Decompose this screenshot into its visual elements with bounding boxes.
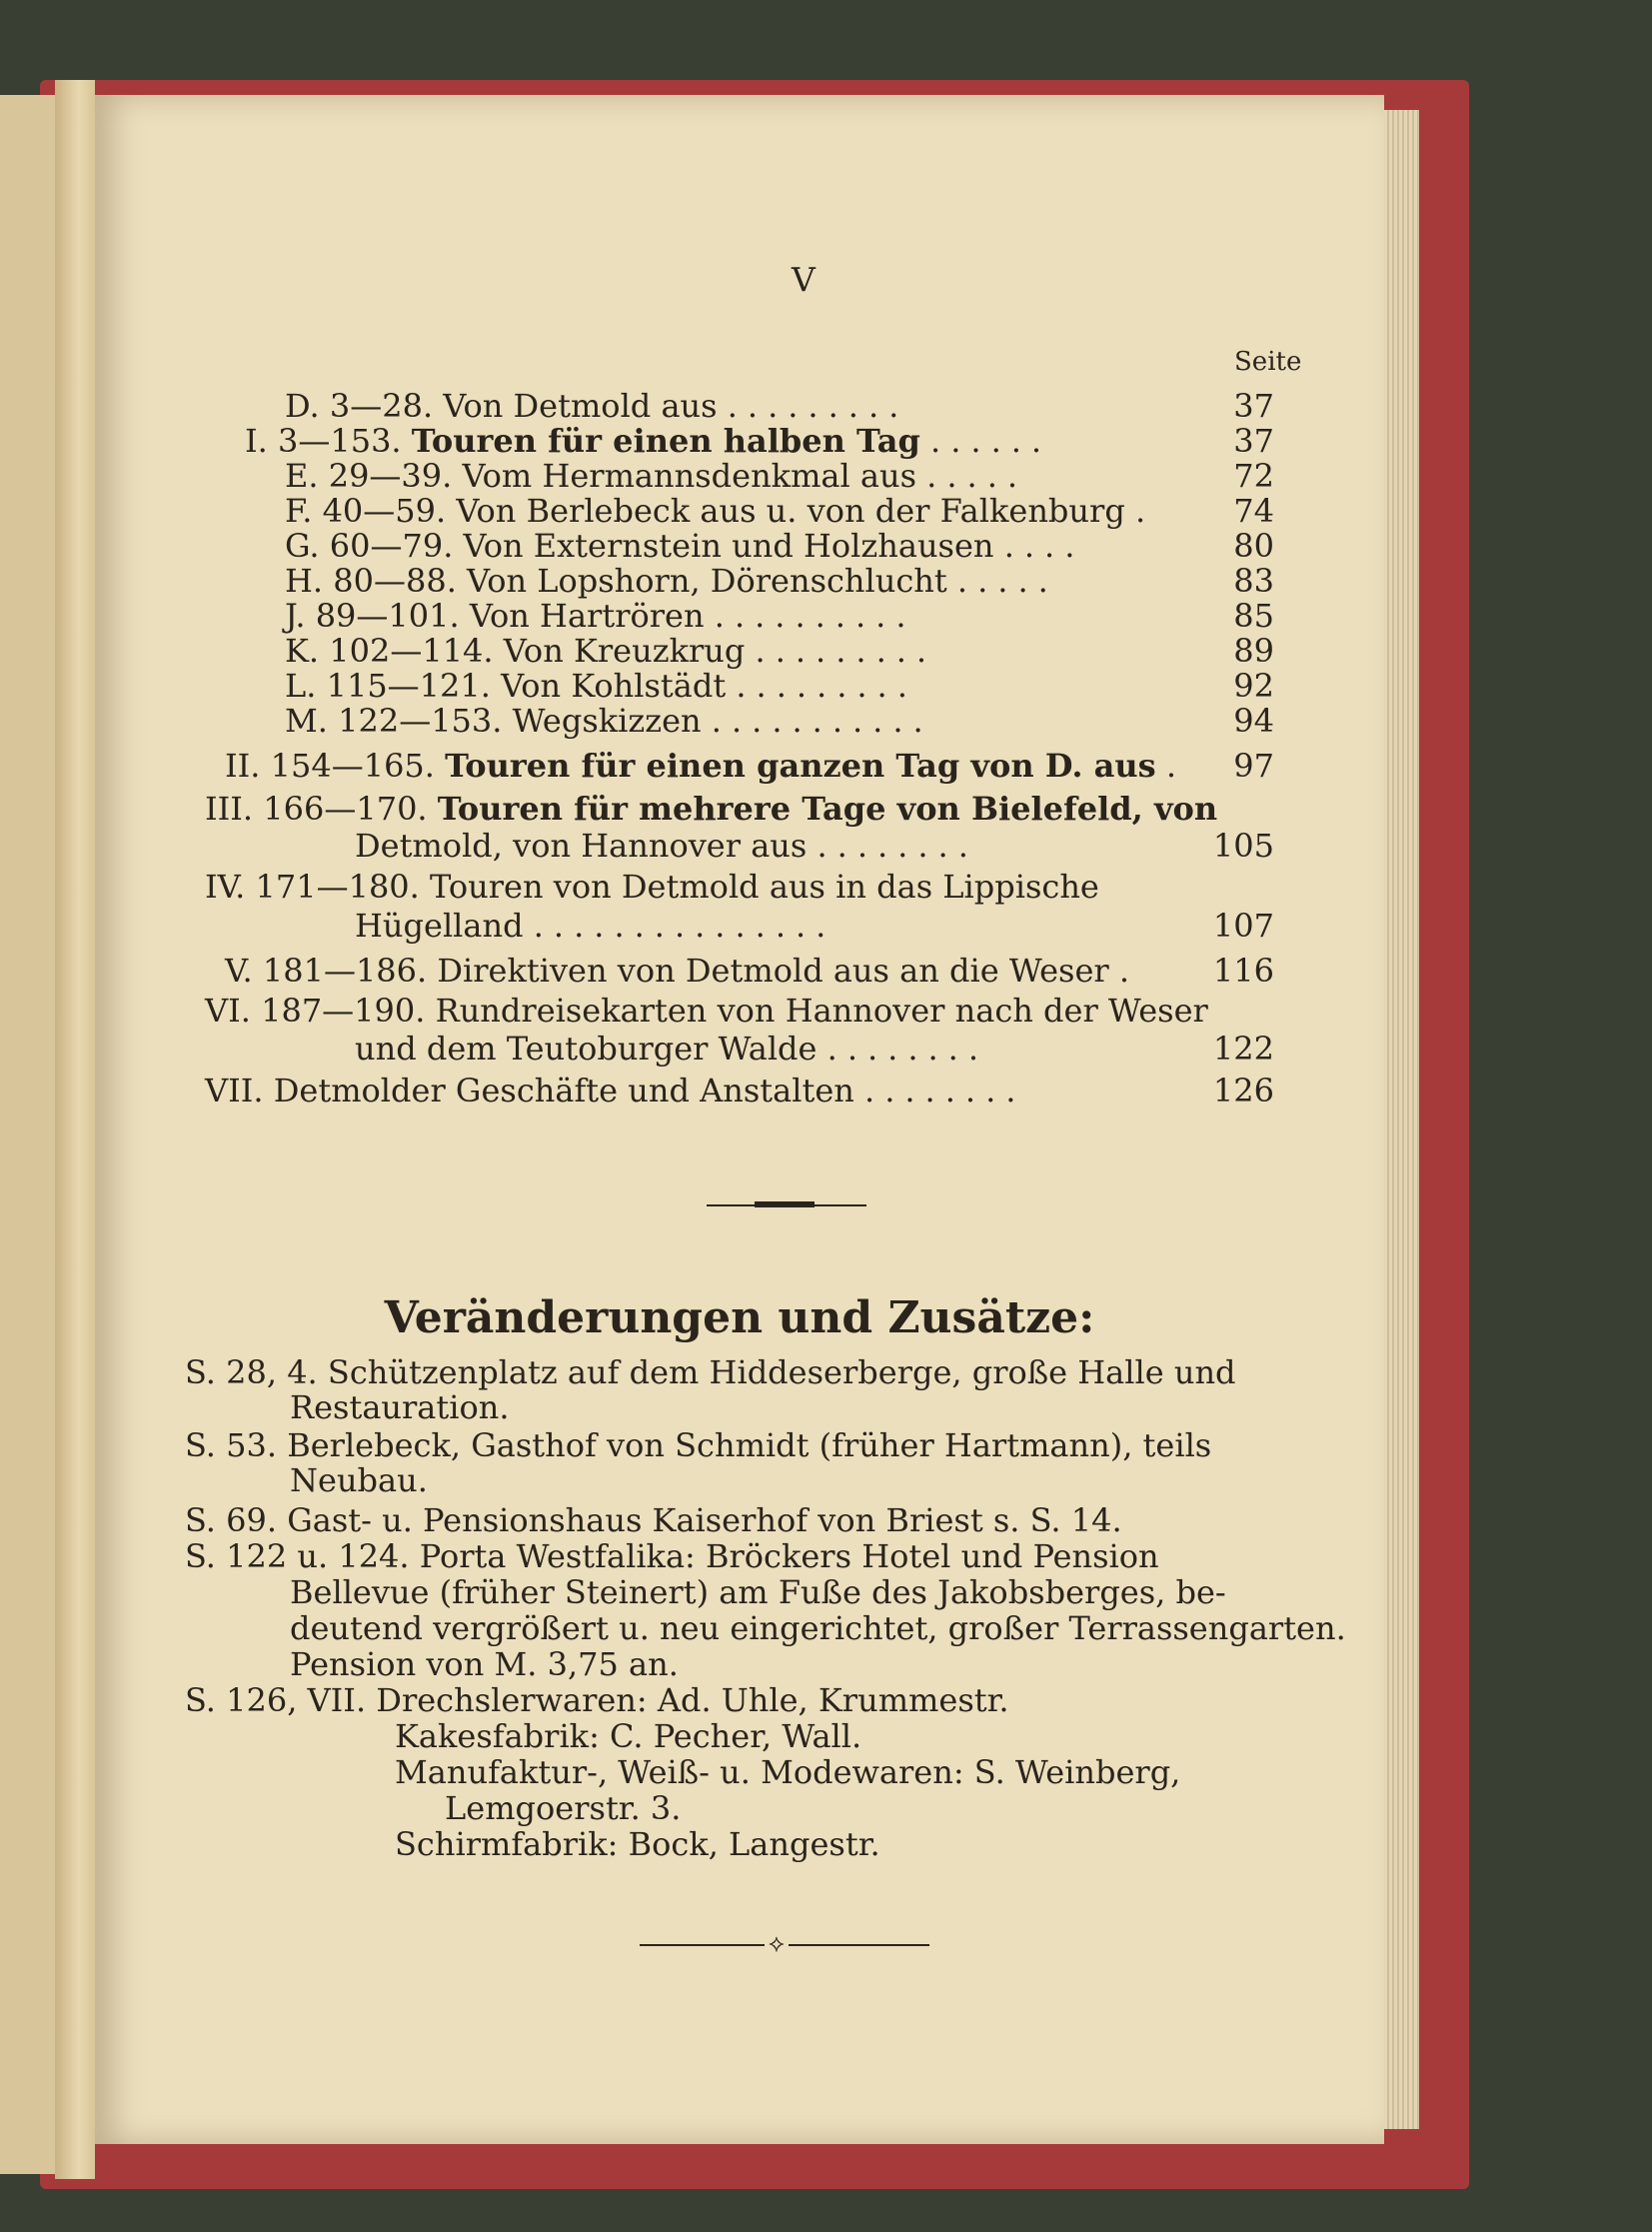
toc-row: E. 29—39. Vom Hermannsdenkmal aus .....	[285, 457, 1028, 495]
toc-page: 80	[1233, 527, 1274, 565]
addenda-line: Pension von M. 3,75 an.	[290, 1645, 679, 1683]
toc-row: H. 80—88. Von Lopshorn, Dörenschlucht .....	[285, 562, 1058, 600]
addenda-line: S. 69. Gast- u. Pensionshaus Kaiserhof von Briest s. S. 14.	[185, 1501, 1122, 1539]
page-folio: V	[792, 260, 816, 299]
toc-page: 89	[1233, 632, 1274, 670]
toc-row: G. 60—79. Von Externstein und Holzhausen ....	[285, 527, 1085, 565]
addenda-line: Manufaktur-, Weiß- u. Modewaren: S. Weinberg,	[395, 1753, 1181, 1791]
addenda-line: Lemgoerstr. 3.	[445, 1789, 682, 1827]
toc-page: 122	[1212, 1030, 1274, 1068]
toc-row: D. 3—28. Von Detmold aus .........	[285, 387, 909, 425]
toc-row: V. 181—186. Direktiven von Detmold aus an die Weser .	[225, 952, 1140, 990]
addenda-heading: Veränderungen und Zusätze:	[384, 1292, 1095, 1343]
toc-row: I. 3—153. Touren für einen halben Tag ......	[245, 422, 1052, 460]
toc-row: M. 122—153. Wegskizzen ...........	[285, 702, 933, 740]
toc-row: IV. 171—180. Touren von Detmold aus in das Lippische	[205, 868, 1099, 906]
toc-page: 83	[1233, 562, 1274, 600]
page-stack-edge	[1379, 110, 1419, 2129]
addenda-line: S. 28, 4. Schützenplatz auf dem Hiddeserberge, große Halle und	[185, 1353, 1236, 1391]
toc-page: 85	[1233, 597, 1274, 635]
addenda-line: Schirmfabrik: Bock, Langestr.	[395, 1825, 880, 1863]
toc-page: 126	[1212, 1072, 1274, 1110]
ornament-icon: ⟡	[765, 1929, 789, 1957]
seite-label: Seite	[1234, 347, 1302, 377]
toc-page: 97	[1233, 747, 1274, 785]
toc-row: Detmold, von Hannover aus ........	[355, 827, 978, 865]
divider-rule-center	[755, 1201, 815, 1207]
addenda-line: S. 126, VII. Drechslerwaren: Ad. Uhle, Krummestr.	[185, 1681, 1009, 1719]
toc-page: 107	[1212, 907, 1274, 945]
toc-row: F. 40—59. Von Berlebeck aus u. von der Falkenburg .	[285, 492, 1156, 530]
addenda-line: S. 53. Berlebeck, Gasthof von Schmidt (früher Hartmann), teils	[185, 1426, 1212, 1464]
toc-page: 74	[1233, 492, 1274, 530]
addenda-line: Bellevue (früher Steinert) am Fuße des Jakobsberges, be-	[290, 1573, 1226, 1611]
addenda-line: Neubau.	[290, 1461, 428, 1499]
addenda-line: deutend vergrößert u. neu eingerichtet, großer Terrassengarten.	[290, 1609, 1346, 1647]
toc-row: L. 115—121. Von Kohlstädt .........	[285, 667, 917, 705]
toc-row: J. 89—101. Von Hartrören ..........	[285, 597, 916, 635]
toc-row: K. 102—114. Von Kreuzkrug .........	[285, 632, 937, 670]
book-gutter	[55, 80, 95, 2179]
toc-row: und dem Teutoburger Walde ........	[355, 1030, 989, 1068]
toc-row: III. 166—170. Touren für mehrere Tage von Bielefeld, von	[205, 790, 1218, 828]
toc-row: Hügelland ...............	[355, 907, 836, 945]
toc-page: 105	[1212, 827, 1274, 865]
toc-page: 94	[1233, 702, 1274, 740]
toc-page: 72	[1233, 457, 1274, 495]
toc-row: VI. 187—190. Rundreisekarten von Hannover nach der Weser	[205, 992, 1208, 1030]
toc-row: VII. Detmolder Geschäfte und Anstalten ........	[205, 1072, 1026, 1110]
toc-page: 92	[1233, 667, 1274, 705]
book-page	[95, 95, 1384, 2144]
toc-page: 37	[1233, 387, 1274, 425]
addenda-line: S. 122 u. 124. Porta Westfalika: Bröckers Hotel und Pension	[185, 1537, 1159, 1575]
toc-page: 116	[1212, 952, 1274, 990]
toc-row: II. 154—165. Touren für einen ganzen Tag von D. aus .	[225, 747, 1186, 785]
addenda-line: Kakesfabrik: C. Pecher, Wall.	[395, 1717, 862, 1755]
toc-page: 37	[1233, 422, 1274, 460]
addenda-line: Restauration.	[290, 1388, 510, 1426]
